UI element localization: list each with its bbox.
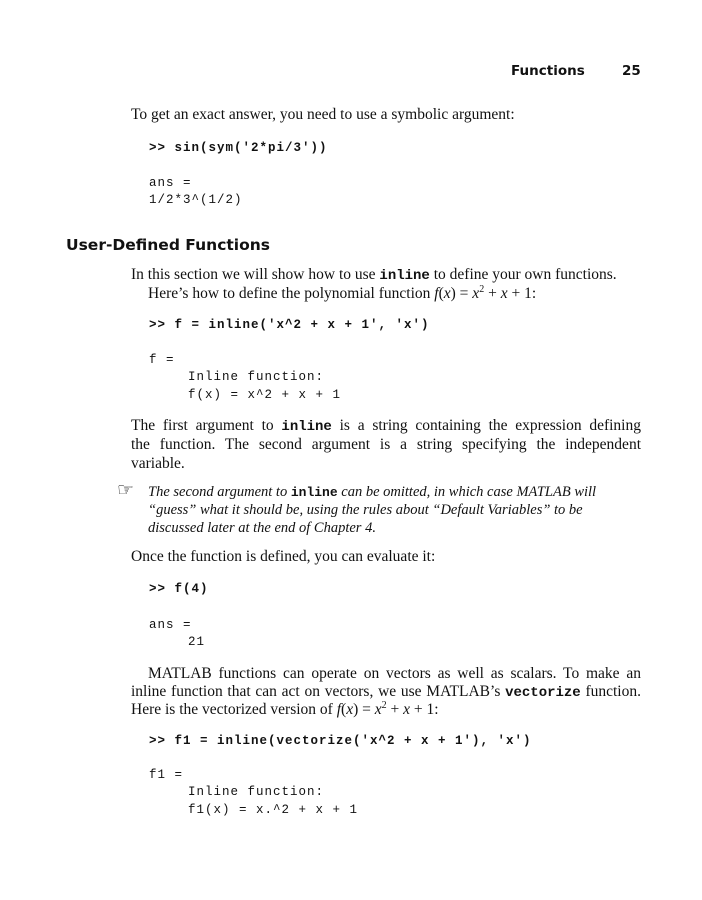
- inline-code: inline: [281, 419, 332, 435]
- code-output-line: Inline function:: [188, 370, 325, 384]
- code-prompt-vectorize: >> f1 = inline(vectorize('x^2 + x + 1'), 'x'): [149, 734, 532, 748]
- para2-line1: The first argument to inline is a string containing the expression defining: [131, 417, 641, 435]
- inline-code: inline: [290, 485, 338, 500]
- note-line3: discussed later at the end of Chapter 4.: [148, 520, 376, 536]
- code-output-label: ans =: [149, 618, 192, 632]
- code-output-value: 21: [188, 635, 206, 649]
- para1-line1: In this section we will show how to use inline to define your own functions.: [131, 266, 617, 284]
- para3: Once the function is defined, you can evaluate it:: [131, 548, 436, 565]
- code-output-value: 1/2*3^(1/2): [149, 193, 243, 207]
- note-line2: “guess” what it should be, using the rules about “Default Variables” to be: [148, 502, 583, 518]
- running-header-title: Functions: [511, 63, 585, 79]
- pointing-hand-icon: ☞: [117, 479, 135, 501]
- para4-line1: MATLAB functions can operate on vectors as well as scalars. To make an: [148, 665, 641, 682]
- para1-line2: Here’s how to define the polynomial function $f(x) = x^2 + x + 1$:: [148, 283, 537, 302]
- code-output-line: f1(x) = x.^2 + x + 1: [188, 803, 359, 817]
- code-output-label: f1 =: [149, 768, 184, 782]
- code-output-line: Inline function:: [188, 785, 325, 799]
- code-prompt-inline: >> f = inline('x^2 + x + 1', 'x'): [149, 318, 430, 332]
- code-prompt-sin-sym: >> sin(sym('2*pi/3')): [149, 141, 328, 155]
- code-prompt-eval: >> f(4): [149, 582, 209, 596]
- code-output-label: f =: [149, 353, 175, 367]
- code-output-label: ans =: [149, 176, 192, 190]
- para4-line2: inline function that can act on vectors, we use MATLAB’s vectorize function.: [131, 683, 641, 701]
- note-line1: The second argument to inline can be omitted, in which case MATLAB will: [148, 484, 597, 500]
- para4-line3: Here is the vectorized version of $f(x) = x^2 + x + 1$:: [131, 699, 439, 718]
- code-output-line: f(x) = x^2 + x + 1: [188, 388, 342, 402]
- para2-line2: the function. The second argument is a string specifying the independent: [131, 436, 641, 453]
- inline-code: inline: [379, 268, 430, 284]
- page-number: 25: [622, 63, 641, 79]
- intro-paragraph: To get an exact answer, you need to use a symbolic argument:: [131, 106, 515, 123]
- inline-code: vectorize: [505, 685, 581, 701]
- section-heading: User-Defined Functions: [66, 236, 271, 254]
- para2-line3: variable.: [131, 455, 185, 472]
